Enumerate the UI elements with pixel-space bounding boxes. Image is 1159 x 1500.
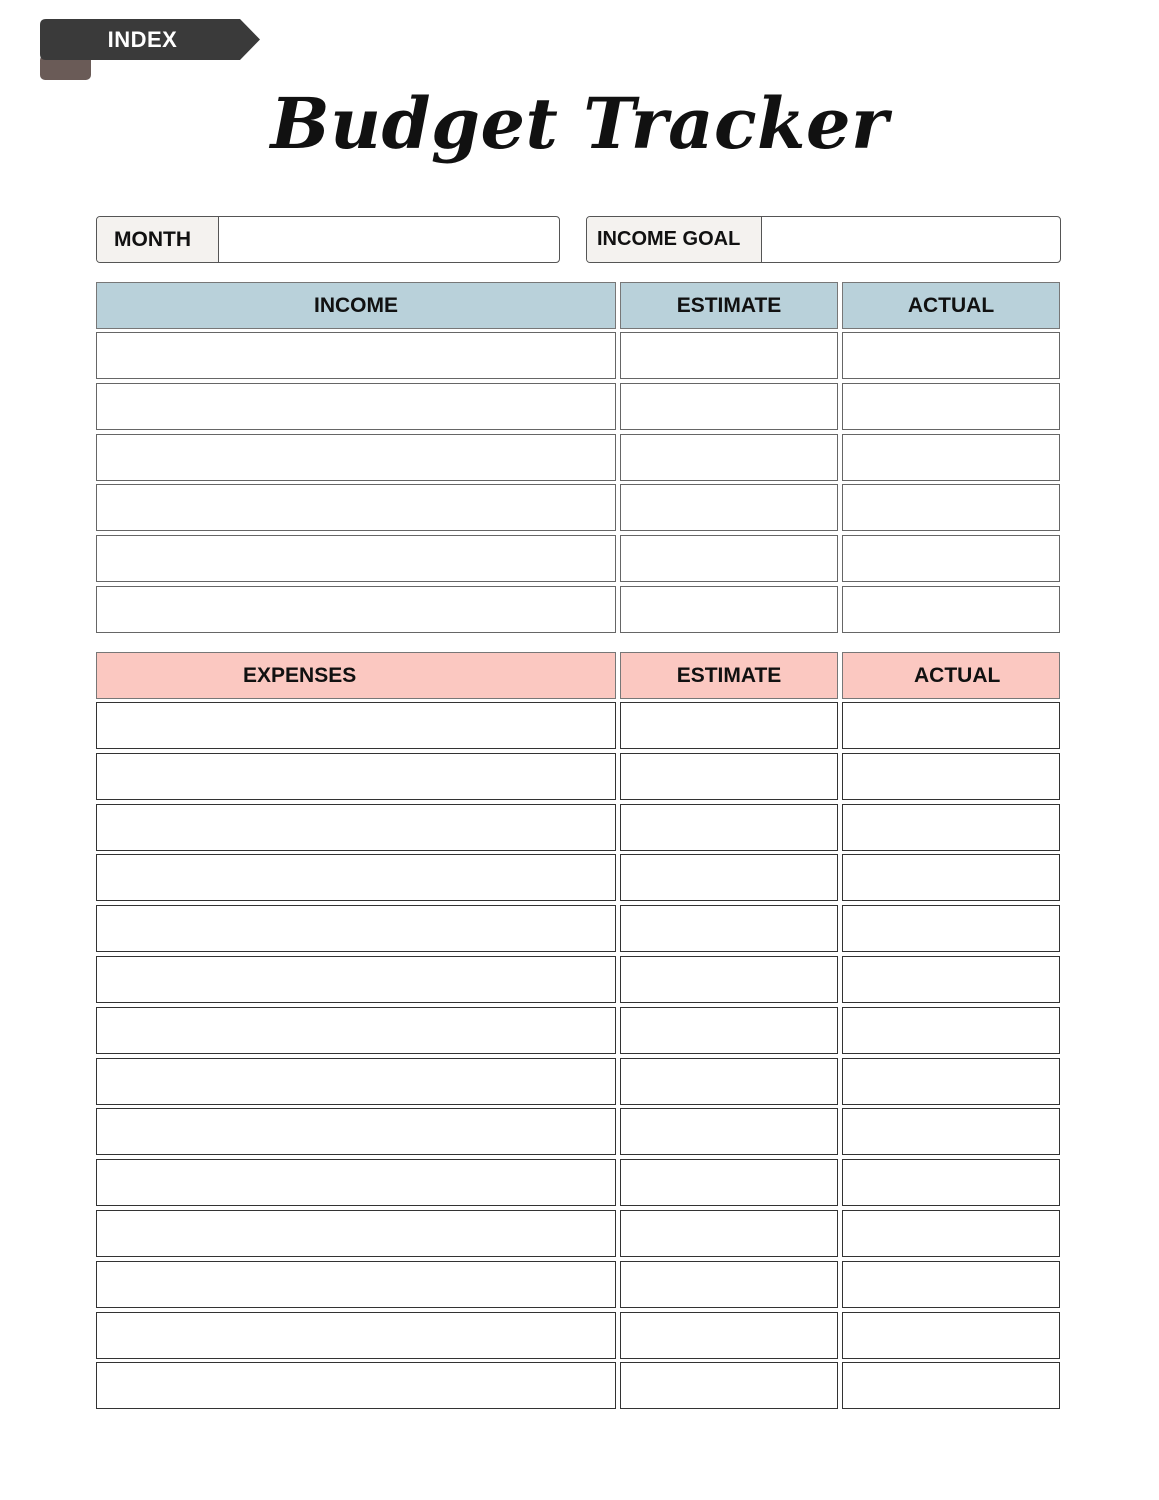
income-estimate-input[interactable] bbox=[621, 333, 837, 378]
expense-description-input[interactable] bbox=[97, 957, 615, 1002]
income-estimate-input[interactable] bbox=[621, 587, 837, 632]
expense-description-input[interactable] bbox=[97, 754, 615, 799]
expenses-column-header: EXPENSES bbox=[96, 652, 616, 699]
expense-description-cell bbox=[96, 702, 616, 749]
income-actual-input[interactable] bbox=[843, 384, 1059, 429]
expense-actual-cell bbox=[842, 1312, 1060, 1359]
income-actual-column-header: ACTUAL bbox=[842, 282, 1060, 329]
expense-estimate-cell bbox=[620, 1312, 838, 1359]
expense-actual-cell bbox=[842, 804, 1060, 851]
expense-description-input[interactable] bbox=[97, 906, 615, 951]
expense-description-input[interactable] bbox=[97, 1109, 615, 1154]
expense-actual-input[interactable] bbox=[843, 1109, 1059, 1154]
expenses-actual-column-header: ACTUAL bbox=[842, 652, 1060, 699]
expense-actual-cell bbox=[842, 1159, 1060, 1206]
expense-actual-cell bbox=[842, 1007, 1060, 1054]
expense-description-input[interactable] bbox=[97, 1262, 615, 1307]
income-actual-cell bbox=[842, 383, 1060, 430]
expense-row bbox=[0, 1058, 1159, 1105]
expense-actual-cell bbox=[842, 1362, 1060, 1409]
expense-estimate-input[interactable] bbox=[621, 1262, 837, 1307]
expense-description-input[interactable] bbox=[97, 1008, 615, 1053]
income-description-cell bbox=[96, 484, 616, 531]
expense-estimate-cell bbox=[620, 854, 838, 901]
expense-estimate-cell bbox=[620, 702, 838, 749]
expense-estimate-cell bbox=[620, 1007, 838, 1054]
income-actual-input[interactable] bbox=[843, 485, 1059, 530]
expense-actual-cell bbox=[842, 905, 1060, 952]
expense-description-input[interactable] bbox=[97, 1313, 615, 1358]
expense-estimate-input[interactable] bbox=[621, 703, 837, 748]
income-estimate-input[interactable] bbox=[621, 435, 837, 480]
expense-description-cell bbox=[96, 1261, 616, 1308]
expense-estimate-cell bbox=[620, 1261, 838, 1308]
income-row bbox=[0, 586, 1159, 633]
expense-estimate-cell bbox=[620, 956, 838, 1003]
income-estimate-cell bbox=[620, 535, 838, 582]
expense-row bbox=[0, 956, 1159, 1003]
income-description-cell bbox=[96, 383, 616, 430]
expense-actual-input[interactable] bbox=[843, 1211, 1059, 1256]
expense-description-input[interactable] bbox=[97, 1059, 615, 1104]
income-description-input[interactable] bbox=[97, 333, 615, 378]
income-table-header bbox=[0, 282, 1159, 329]
expense-row bbox=[0, 1261, 1159, 1308]
expense-actual-input[interactable] bbox=[843, 703, 1059, 748]
income-goal-input[interactable] bbox=[762, 217, 1060, 262]
month-input[interactable] bbox=[219, 217, 559, 262]
expense-actual-input[interactable] bbox=[843, 754, 1059, 799]
expense-row bbox=[0, 702, 1159, 749]
expense-actual-input[interactable] bbox=[843, 957, 1059, 1002]
index-tab[interactable] bbox=[40, 19, 261, 81]
expense-actual-cell bbox=[842, 1210, 1060, 1257]
expense-estimate-input[interactable] bbox=[621, 1059, 837, 1104]
expense-actual-cell bbox=[842, 956, 1060, 1003]
income-actual-input[interactable] bbox=[843, 536, 1059, 581]
income-estimate-cell bbox=[620, 383, 838, 430]
expense-row bbox=[0, 1210, 1159, 1257]
expense-description-cell bbox=[96, 1210, 616, 1257]
expense-description-cell bbox=[96, 905, 616, 952]
income-actual-input[interactable] bbox=[843, 333, 1059, 378]
income-description-input[interactable] bbox=[97, 485, 615, 530]
expense-description-cell bbox=[96, 956, 616, 1003]
expense-actual-cell bbox=[842, 753, 1060, 800]
income-column-header: INCOME bbox=[96, 282, 616, 329]
income-description-input[interactable] bbox=[97, 587, 615, 632]
expense-description-cell bbox=[96, 1007, 616, 1054]
expense-estimate-cell bbox=[620, 1108, 838, 1155]
income-actual-cell bbox=[842, 332, 1060, 379]
expense-description-cell bbox=[96, 1058, 616, 1105]
expense-description-input[interactable] bbox=[97, 1211, 615, 1256]
expense-description-cell bbox=[96, 1108, 616, 1155]
income-goal-field bbox=[586, 216, 1061, 263]
income-description-cell bbox=[96, 535, 616, 582]
income-estimate-input[interactable] bbox=[621, 384, 837, 429]
income-actual-input[interactable] bbox=[843, 587, 1059, 632]
expense-actual-cell bbox=[842, 1108, 1060, 1155]
expense-actual-input[interactable] bbox=[843, 1008, 1059, 1053]
expense-description-input[interactable] bbox=[97, 1160, 615, 1205]
expense-estimate-input[interactable] bbox=[621, 855, 837, 900]
expense-actual-cell bbox=[842, 702, 1060, 749]
income-description-cell bbox=[96, 332, 616, 379]
expense-estimate-cell bbox=[620, 905, 838, 952]
expense-row bbox=[0, 1159, 1159, 1206]
expense-estimate-cell bbox=[620, 1362, 838, 1409]
expense-actual-cell bbox=[842, 1261, 1060, 1308]
expense-estimate-input[interactable] bbox=[621, 1363, 837, 1408]
expense-estimate-input[interactable] bbox=[621, 957, 837, 1002]
income-estimate-input[interactable] bbox=[621, 536, 837, 581]
expense-actual-input[interactable] bbox=[843, 906, 1059, 951]
income-estimate-cell bbox=[620, 484, 838, 531]
income-goal-label: INCOME GOAL bbox=[587, 217, 762, 262]
expense-estimate-input[interactable] bbox=[621, 1008, 837, 1053]
expense-row bbox=[0, 905, 1159, 952]
income-row bbox=[0, 434, 1159, 481]
expense-estimate-input[interactable] bbox=[621, 1211, 837, 1256]
expense-estimate-cell bbox=[620, 753, 838, 800]
income-actual-cell bbox=[842, 535, 1060, 582]
income-estimate-cell bbox=[620, 332, 838, 379]
income-row bbox=[0, 383, 1159, 430]
income-row bbox=[0, 484, 1159, 531]
expense-row bbox=[0, 753, 1159, 800]
expense-description-cell bbox=[96, 1362, 616, 1409]
income-description-input[interactable] bbox=[97, 536, 615, 581]
expense-estimate-cell bbox=[620, 804, 838, 851]
expense-actual-input[interactable] bbox=[843, 1059, 1059, 1104]
expense-description-cell bbox=[96, 753, 616, 800]
expense-estimate-input[interactable] bbox=[621, 1160, 837, 1205]
expense-estimate-input[interactable] bbox=[621, 1109, 837, 1154]
index-tab-label: INDEX bbox=[107, 26, 178, 52]
month-label: MONTH bbox=[97, 217, 219, 262]
income-description-input[interactable] bbox=[97, 384, 615, 429]
expense-actual-input[interactable] bbox=[843, 805, 1059, 850]
income-row bbox=[0, 535, 1159, 582]
expense-estimate-input[interactable] bbox=[621, 906, 837, 951]
expense-actual-cell bbox=[842, 854, 1060, 901]
expense-estimate-input[interactable] bbox=[621, 754, 837, 799]
expense-estimate-cell bbox=[620, 1058, 838, 1105]
expense-row bbox=[0, 1108, 1159, 1155]
income-estimate-cell bbox=[620, 586, 838, 633]
month-field bbox=[96, 216, 560, 263]
income-description-cell bbox=[96, 586, 616, 633]
expense-actual-cell bbox=[842, 1058, 1060, 1105]
expense-row bbox=[0, 1312, 1159, 1359]
income-actual-cell bbox=[842, 434, 1060, 481]
page-title: Budget Tracker bbox=[270, 82, 889, 165]
expense-description-cell bbox=[96, 854, 616, 901]
expense-row bbox=[0, 1362, 1159, 1409]
income-description-cell bbox=[96, 434, 616, 481]
expense-row bbox=[0, 1007, 1159, 1054]
expense-estimate-input[interactable] bbox=[621, 1313, 837, 1358]
income-estimate-cell bbox=[620, 434, 838, 481]
income-actual-cell bbox=[842, 484, 1060, 531]
income-actual-cell bbox=[842, 586, 1060, 633]
expense-description-input[interactable] bbox=[97, 703, 615, 748]
expense-estimate-cell bbox=[620, 1210, 838, 1257]
expense-description-input[interactable] bbox=[97, 805, 615, 850]
expenses-estimate-column-header: ESTIMATE bbox=[620, 652, 838, 699]
expense-description-cell bbox=[96, 804, 616, 851]
income-actual-input[interactable] bbox=[843, 435, 1059, 480]
expense-description-input[interactable] bbox=[97, 1363, 615, 1408]
expenses-table-header bbox=[0, 652, 1159, 699]
expense-row bbox=[0, 854, 1159, 901]
income-estimate-column-header: ESTIMATE bbox=[620, 282, 838, 329]
expense-description-cell bbox=[96, 1159, 616, 1206]
expense-actual-input[interactable] bbox=[843, 855, 1059, 900]
expense-actual-input[interactable] bbox=[843, 1262, 1059, 1307]
expense-row bbox=[0, 804, 1159, 851]
expense-estimate-cell bbox=[620, 1159, 838, 1206]
expense-actual-input[interactable] bbox=[843, 1160, 1059, 1205]
expense-actual-input[interactable] bbox=[843, 1363, 1059, 1408]
expense-description-cell bbox=[96, 1312, 616, 1359]
expense-description-input[interactable] bbox=[97, 855, 615, 900]
expense-estimate-input[interactable] bbox=[621, 805, 837, 850]
expense-actual-input[interactable] bbox=[843, 1313, 1059, 1358]
income-row bbox=[0, 332, 1159, 379]
income-description-input[interactable] bbox=[97, 435, 615, 480]
income-estimate-input[interactable] bbox=[621, 485, 837, 530]
